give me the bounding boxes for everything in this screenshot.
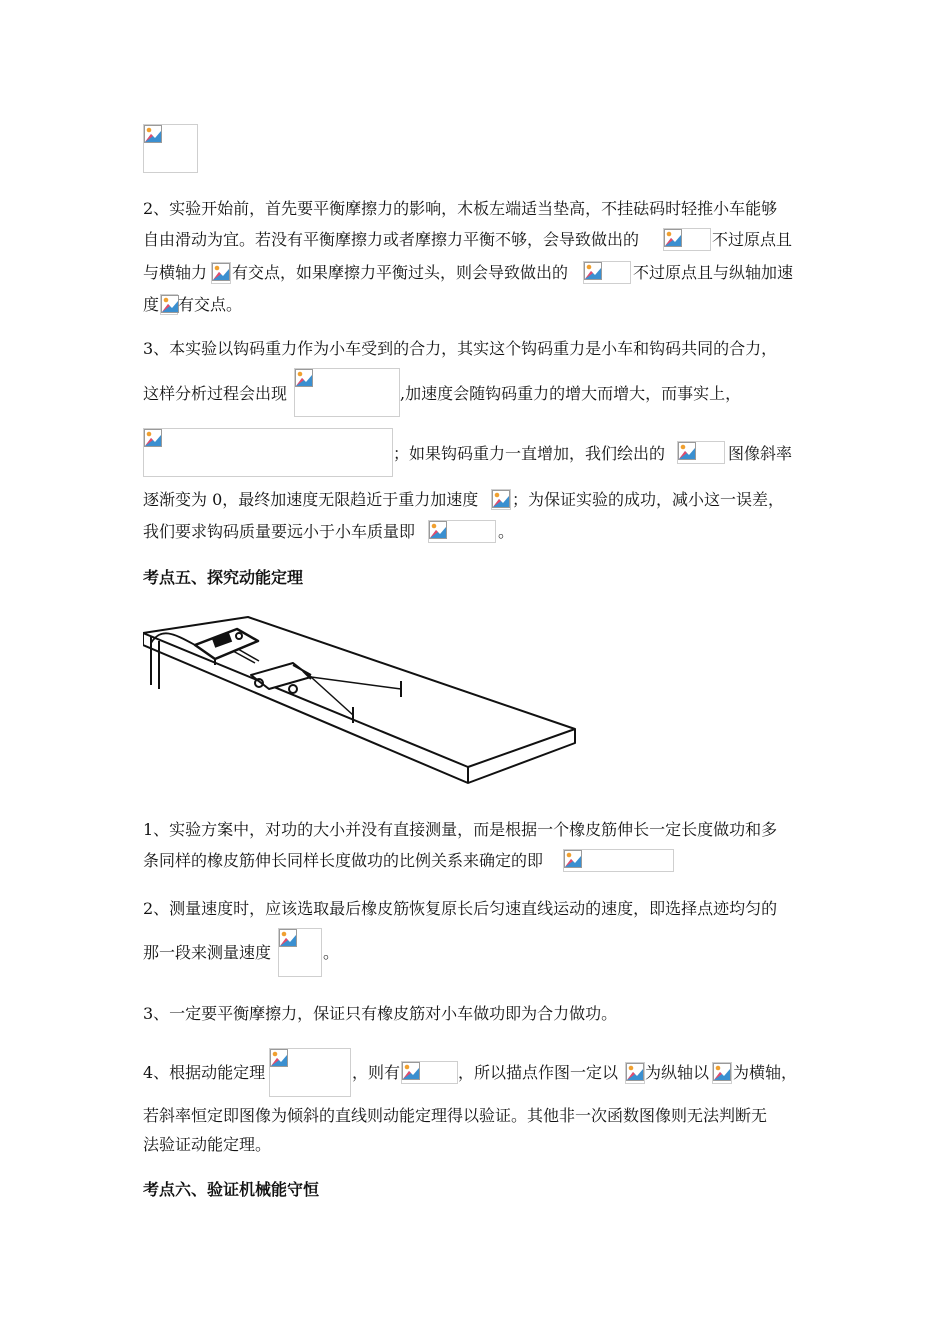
text-line: 有交点，如果摩擦力平衡过头，则会导致做出的 [232,263,569,282]
text-line: ,加速度会随钩码重力的增大而增大，而事实上， [400,384,742,403]
text-line: 不过原点且与纵轴加速 [633,263,794,282]
text-line: ；为保证实验的成功，减小这一误差， [512,490,785,509]
broken-image-icon [279,929,297,947]
broken-image-icon [678,442,696,460]
text-line: ，所以描点作图一定以 [458,1063,619,1082]
broken-image-icon [664,229,682,247]
broken-image-icon [402,1062,420,1080]
text-line: 自由滑动为宜。若没有平衡摩擦力或者摩擦力平衡不够，会导致做出的 [143,230,640,249]
experiment-apparatus-figure [143,615,583,795]
formula-image-placeholder [143,124,198,173]
section-heading: 考点五、探究动能定理 [143,568,304,587]
text-line: 为纵轴以 [645,1063,710,1082]
text-line: 若斜率恒定即图像为倾斜的直线则动能定理得以验证。其他非一次函数图像则无法判断无 [143,1106,768,1125]
formula-image-placeholder [211,262,231,284]
broken-image-icon [713,1063,731,1081]
text-line: 1、实验方案中，对功的大小并没有直接测量，而是根据一个橡皮筋伸长一定长度做功和多 [143,820,778,839]
text-line: 为横轴， [733,1063,798,1082]
text-line: 条同样的橡皮筋伸长同样长度做功的比例关系来确定的即 [143,851,544,870]
broken-image-icon [270,1049,288,1067]
broken-image-icon [144,125,162,143]
formula-image-placeholder [294,368,400,417]
broken-image-icon [492,490,510,508]
text-line: 。 [323,943,340,962]
broken-image-icon [429,521,447,539]
broken-image-icon [144,429,162,447]
formula-image-placeholder [143,428,393,477]
broken-image-icon [212,263,230,281]
text-line: ，则有 [352,1063,401,1082]
broken-image-icon [584,262,602,280]
text-line: ；如果钩码重力一直增加，我们绘出的 [393,444,666,463]
section-heading: 考点六、验证机械能守恒 [143,1180,320,1199]
text-line: 3、本实验以钩码重力作为小车受到的合力，其实这个钩码重力是小车和钩码共同的合力， [143,339,778,358]
formula-image-placeholder [583,261,631,284]
text-line: 我们要求钩码质量要远小于小车质量即 [143,522,416,541]
formula-image-placeholder [663,228,711,251]
formula-image-placeholder [428,520,496,543]
text-line: 与横轴力 [143,263,208,282]
formula-image-placeholder [269,1048,351,1097]
text-line: 法验证动能定理。 [143,1135,272,1154]
formula-image-placeholder [712,1062,732,1084]
formula-image-placeholder [677,441,725,464]
formula-image-placeholder [491,489,511,510]
formula-image-placeholder [160,294,178,315]
broken-image-icon [161,295,179,313]
broken-image-icon [564,850,582,868]
formula-image-placeholder [401,1061,458,1084]
text-line: 2、实验开始前，首先要平衡摩擦力的影响，木板左端适当垫高，不挂砝码时轻推小车能够 [143,199,778,218]
text-line: 不过原点且 [712,230,793,249]
broken-image-icon [295,369,313,387]
formula-image-placeholder [278,928,322,977]
text-line: 这样分析过程会出现 [143,384,288,403]
text-line: 有交点。 [178,295,243,314]
text-line: 那一段来测量速度 [143,943,272,962]
text-line: 。 [498,522,515,541]
formula-image-placeholder [625,1062,645,1084]
broken-image-icon [626,1063,644,1081]
formula-image-placeholder [563,849,674,872]
text-line: 2、测量速度时，应该选取最后橡皮筋恢复原长后匀速直线运动的速度，即选择点迹均匀的 [143,899,778,918]
text-line: 图像斜率 [728,444,793,463]
text-line: 4、根据动能定理 [143,1063,266,1082]
text-line: 逐渐变为 0，最终加速度无限趋近于重力加速度 [143,490,479,509]
text-line: 3、一定要平衡摩擦力，保证只有橡皮筋对小车做功即为合力做功。 [143,1004,618,1023]
text-line: 度 [143,295,160,314]
